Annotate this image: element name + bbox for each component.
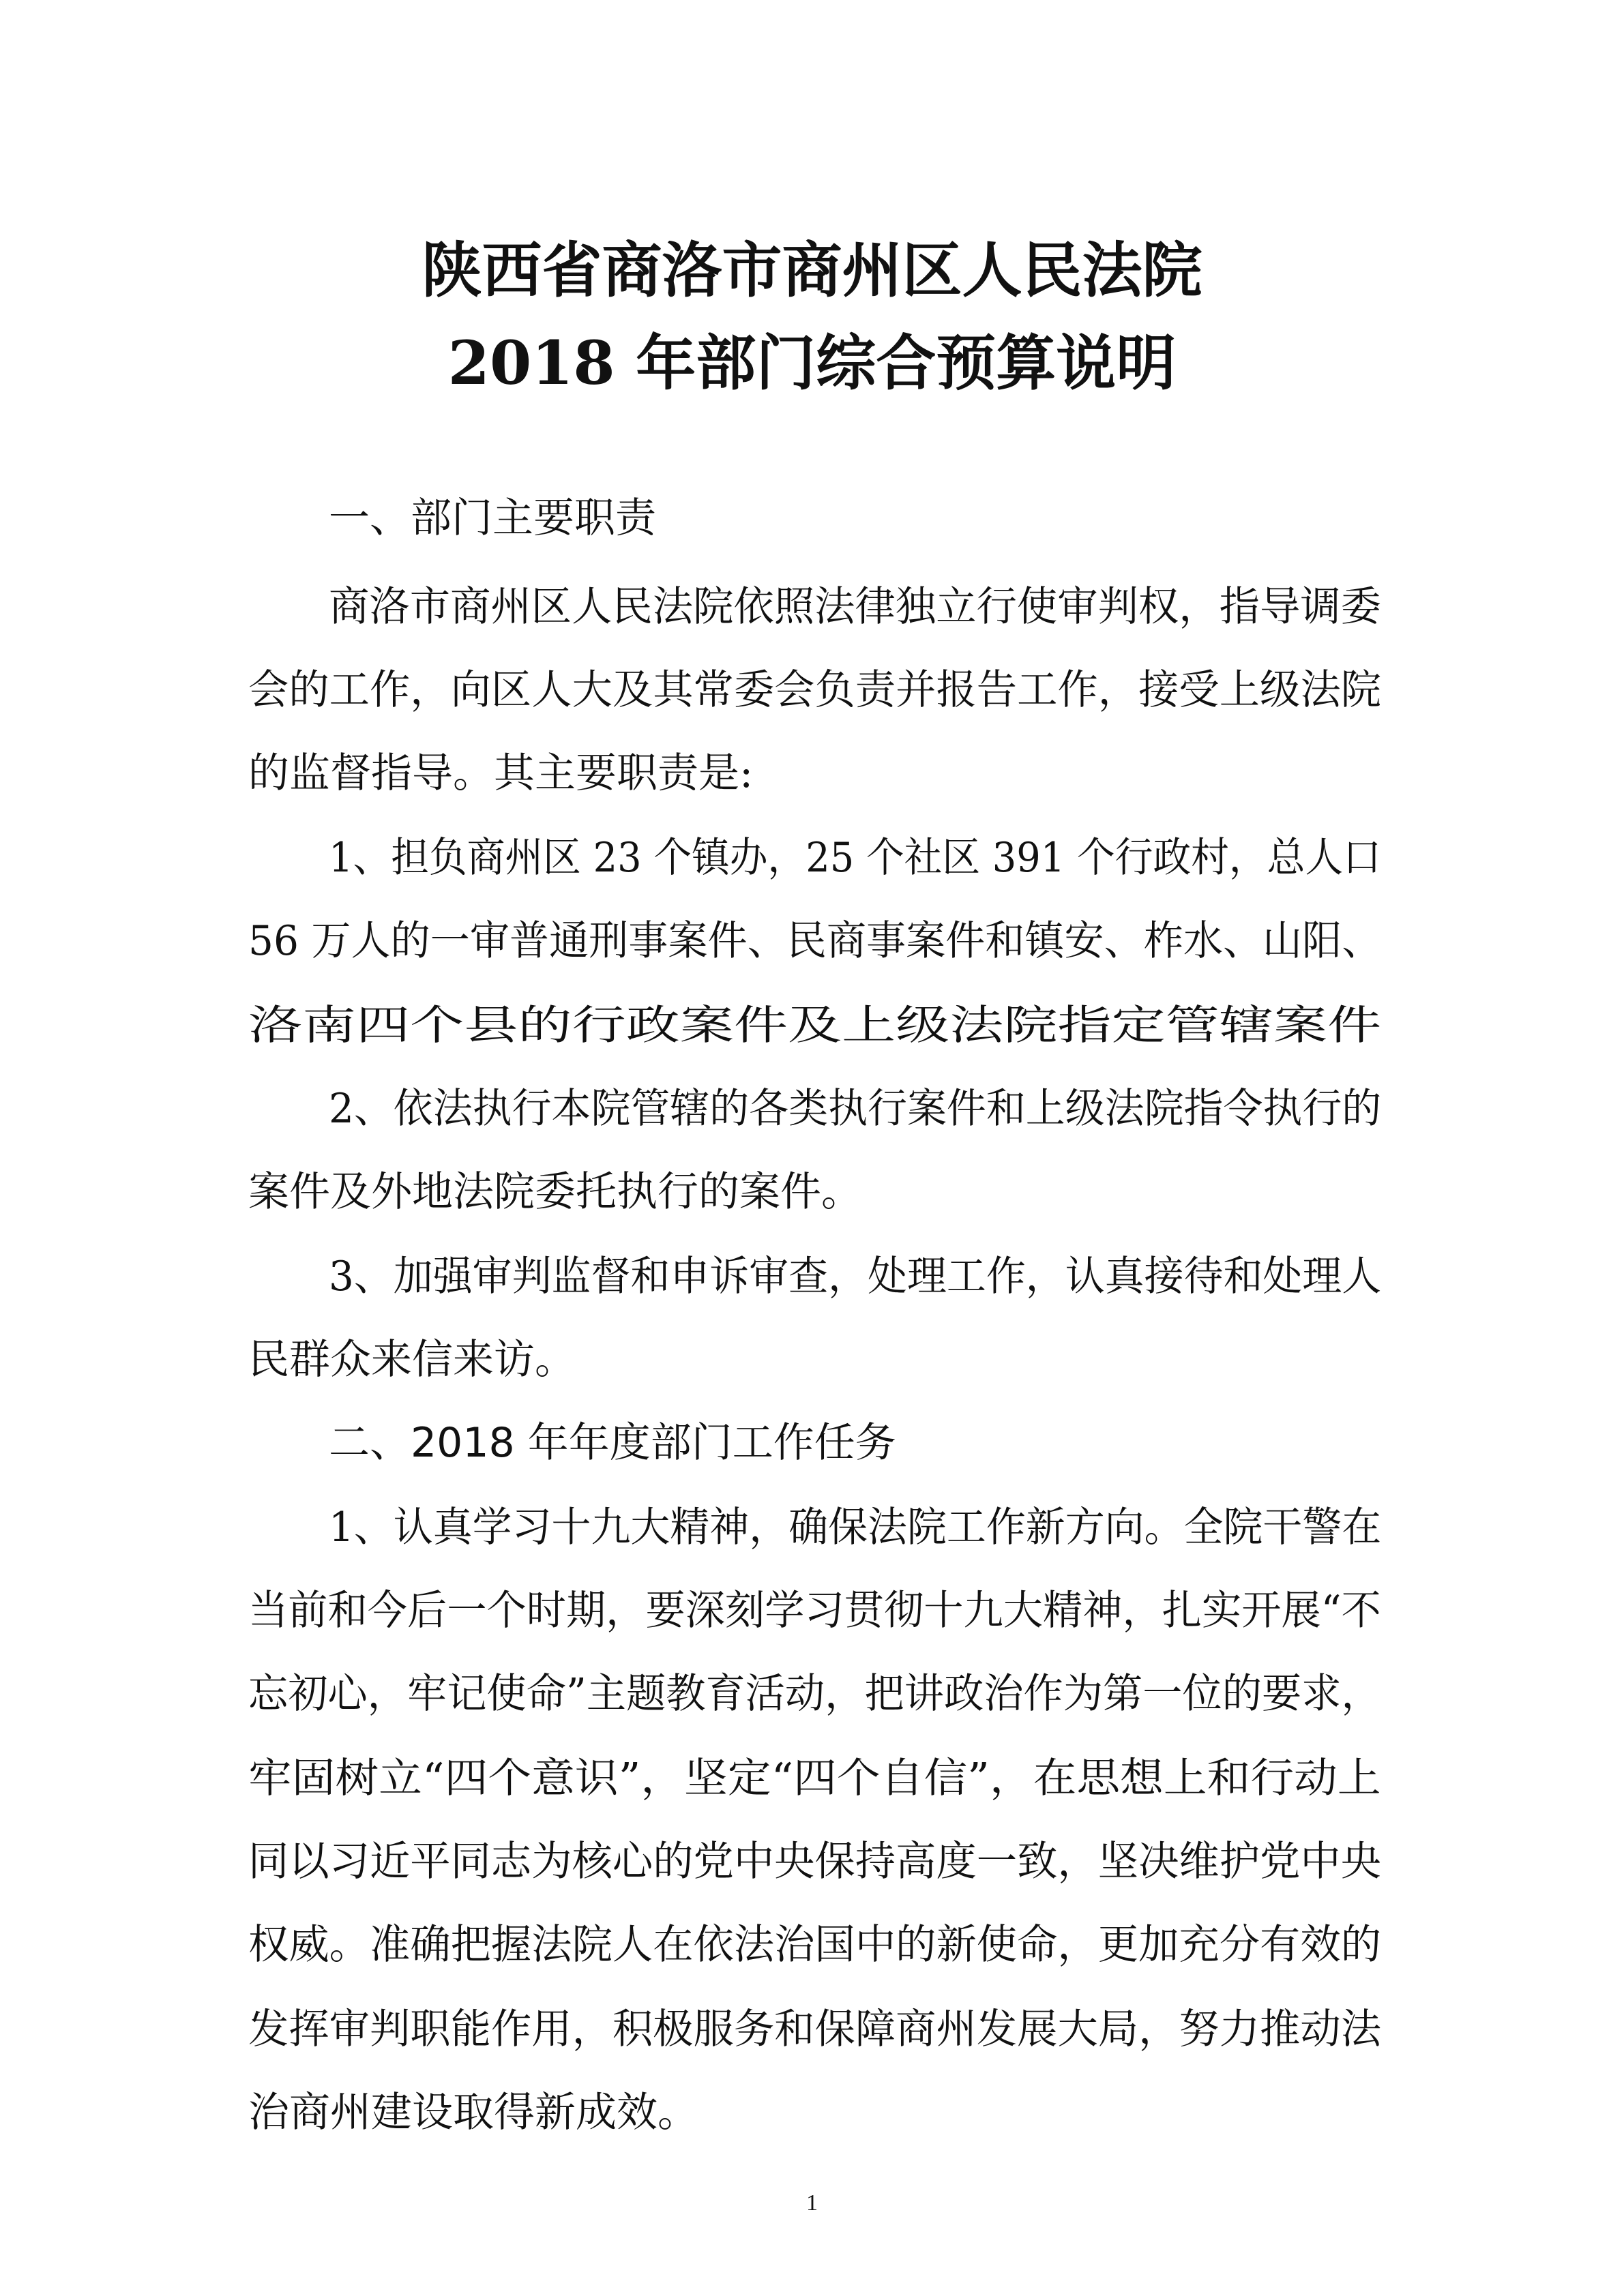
section-2-item-1-line-3: 忘初心，牢记使命”主题教育活动，把讲政治作为第一位的要求，: [248, 1670, 1381, 1718]
section-2-item-1-line-7: 发挥审判职能作用，积极服务和保障商州发展大局，努力推动法: [248, 2006, 1382, 2053]
section-2-item-1-line-2: 当前和今后一个时期，要深刻学习贯彻十九大精神，扎实开展“不: [248, 1587, 1381, 1635]
section-1-intro-line-1: 商洛市商州区人民法院依照法律独立行使审判权，指导调委: [329, 583, 1381, 631]
section-1-item-1-line-2: 56 万人的一审普通刑事案件、民商事案件和镇安、柞水、山阳、: [248, 917, 1382, 965]
section-2-heading: 二、2018 年年度部门工作任务: [329, 1419, 896, 1467]
section-1-item-3-line-2: 民群众来信来访。: [248, 1336, 576, 1384]
section-2-item-1-line-1: 1、认真学习十九大精神，确保法院工作新方向。全院干警在: [329, 1504, 1382, 1551]
document-title-line-1: 陕西省商洛市商州区人民法院: [422, 235, 1202, 305]
section-1-heading: 一、部门主要职责: [329, 494, 656, 542]
section-1-item-3-line-1: 3、加强审判监督和申诉审查，处理工作，认真接待和处理人: [329, 1253, 1382, 1300]
section-1-item-1-line-1: 1、担负商州区 23 个镇办，25 个社区 391 个行政村，总人口: [329, 834, 1381, 882]
section-1-item-2-line-1: 2、依法执行本院管辖的各类执行案件和上级法院指令执行的: [329, 1085, 1382, 1133]
section-2-item-1-line-6: 权威。准确把握法院人在依法治国中的新使命，更加充分有效的: [248, 1921, 1382, 1969]
section-2-item-1-line-5: 同以习近平同志为核心的党中央保持高度一致，坚决维护党中央: [248, 1838, 1382, 1885]
section-1-item-1-line-3: 洛南四个县的行政案件及上级法院指定管辖案件: [248, 1002, 1382, 1049]
section-2-item-1-line-8: 治商州建设取得新成效。: [248, 2089, 698, 2136]
section-1-intro-line-2: 会的工作，向区人大及其常委会负责并报告工作，接受上级法院: [248, 666, 1382, 714]
section-1-intro-line-3: 的监督指导。其主要职责是:: [248, 749, 754, 797]
document-title-line-2: 2018 年部门综合预算说明: [447, 327, 1177, 398]
section-1-item-2-line-2: 案件及外地法院委托执行的案件。: [248, 1168, 862, 1216]
section-2-item-1-line-4: 牢固树立“四个意识”，坚定“四个自信”，在思想上和行动上: [248, 1755, 1381, 1802]
page-number: 1: [806, 2190, 818, 2216]
